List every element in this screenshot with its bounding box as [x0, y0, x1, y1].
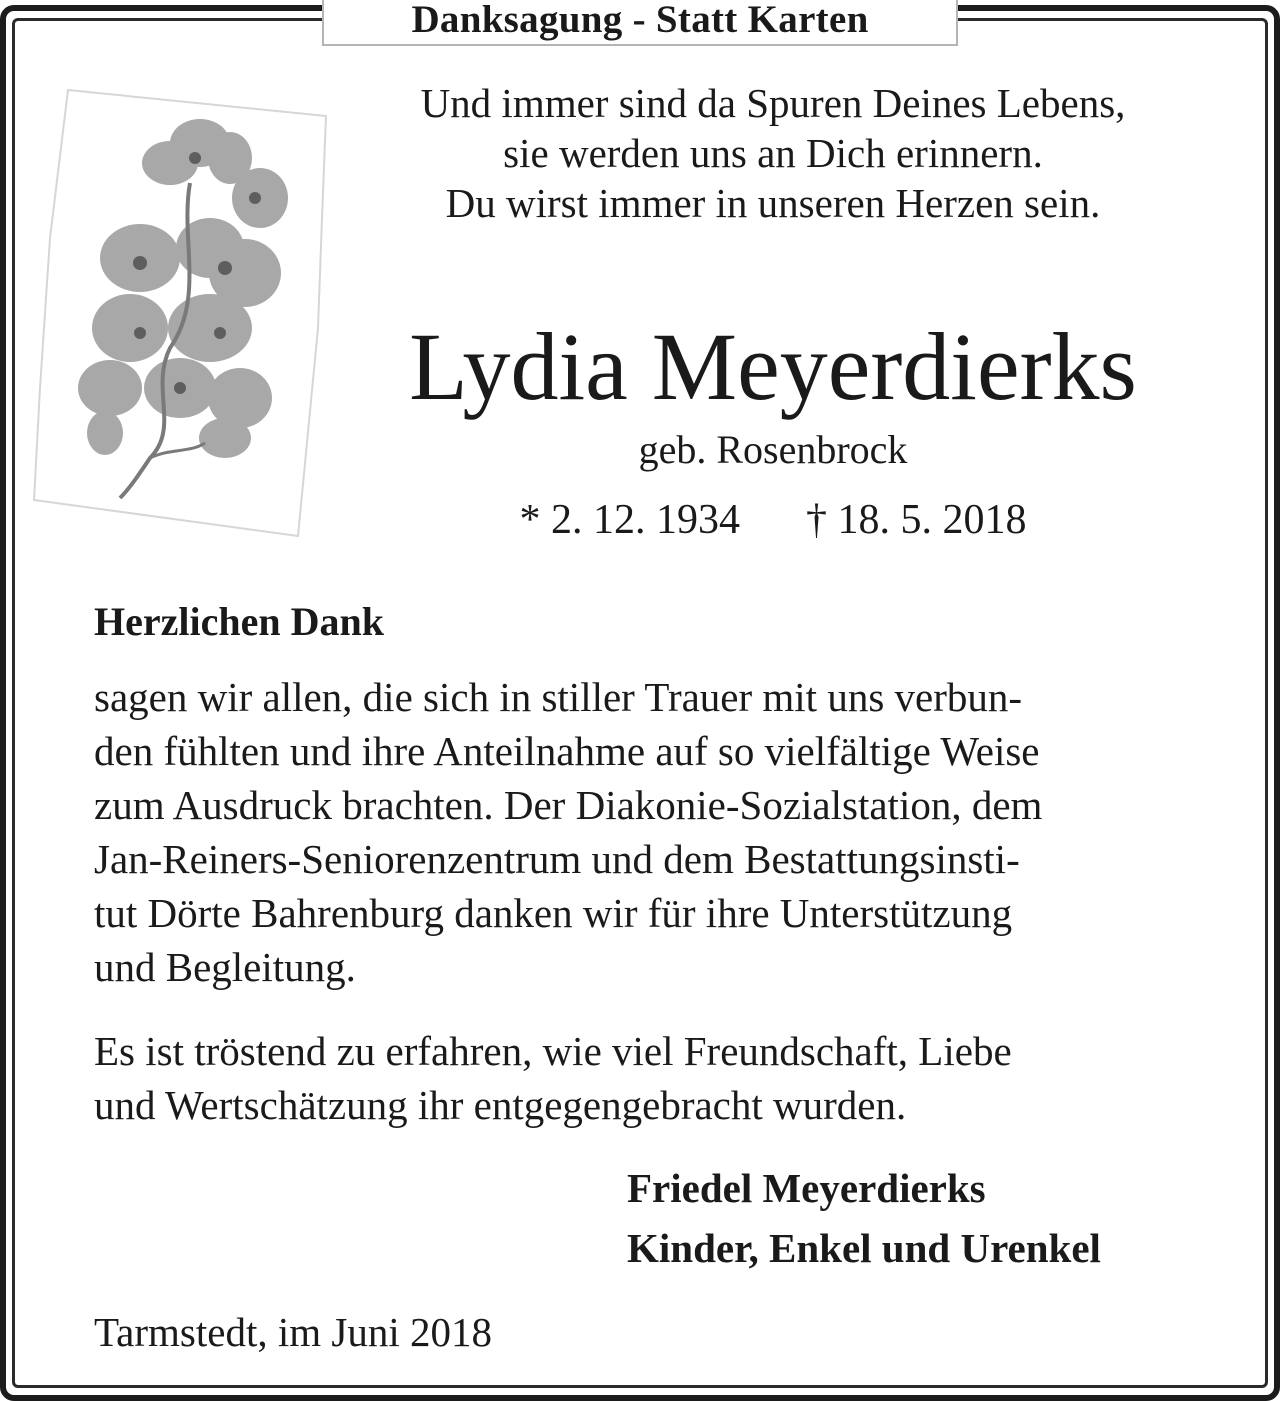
header-title: Danksagung - Statt Karten	[411, 0, 869, 41]
death-date: † 18. 5. 2018	[806, 497, 1027, 543]
birth-date: * 2. 12. 1934	[519, 497, 740, 543]
text-line: und Wertschätzung ihr entgegengebracht wurden.	[94, 1082, 907, 1128]
text-line: und Begleitung.	[94, 944, 356, 990]
place-date: Tarmstedt, im Juni 2018	[94, 1309, 492, 1355]
verse-line: Und immer sind da Spuren Deines Lebens,	[420, 80, 1126, 126]
header-tab	[322, 0, 958, 46]
thanks-paragraph-2	[94, 1024, 1200, 1132]
text-line: Jan-Reiners-Seniorenzentrum und dem Bestattungsinsti-	[94, 836, 1020, 882]
verse-line: Du wirst immer in unseren Herzen sein.	[445, 180, 1101, 226]
thanks-paragraph-1	[94, 670, 1200, 994]
deceased-name: Lydia Meyerdierks	[409, 313, 1137, 420]
life-dates	[340, 494, 1206, 546]
signature-line-1: Friedel Meyerdierks	[627, 1165, 986, 1211]
text-line: den fühlten und ihre Anteilnahme auf so vielfältige Weise	[94, 728, 1040, 774]
thanks-heading: Herzlichen Dank	[94, 599, 384, 644]
orchid-photo-icon	[30, 88, 330, 538]
signature-line-2: Kinder, Enkel und Urenkel	[627, 1225, 1101, 1271]
text-line: sagen wir allen, die sich in stiller Trauer mit uns verbun-	[94, 674, 1023, 720]
maiden-name: geb. Rosenbrock	[638, 427, 908, 472]
text-line: tut Dörte Bahrenburg danken wir für ihre Unterstützung	[94, 890, 1013, 936]
text-line: Es ist tröstend zu erfahren, wie viel Freundschaft, Liebe	[94, 1028, 1012, 1074]
verse-line: sie werden uns an Dich erinnern.	[503, 130, 1043, 176]
verse	[340, 78, 1206, 228]
text-line: zum Ausdruck brachten. Der Diakonie-Sozialstation, dem	[94, 782, 1043, 828]
